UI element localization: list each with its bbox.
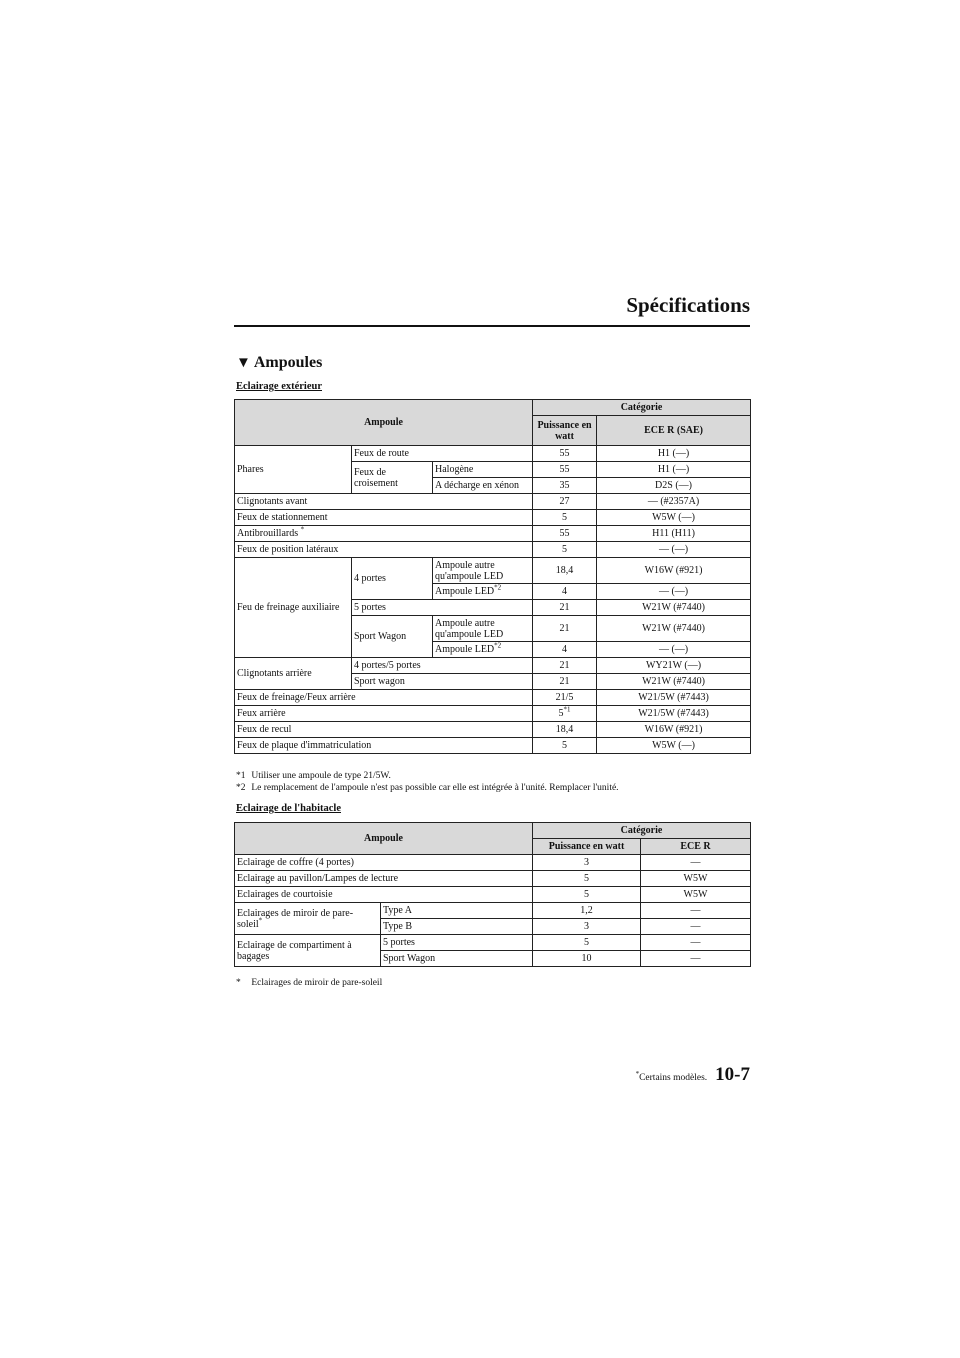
cell-watt: 3	[533, 919, 641, 935]
page-number: 10-7	[715, 1064, 750, 1085]
table-header-row	[235, 400, 751, 416]
cell-label	[433, 642, 533, 658]
header-ece: ECE R (SAE)	[597, 416, 751, 446]
cell-watt: 10	[533, 951, 641, 967]
footnote-1	[236, 770, 391, 782]
cell-label: Eclairage de compartiment à bagages	[235, 935, 381, 967]
cell-ece: W5W	[641, 871, 751, 887]
table-row	[235, 871, 751, 887]
cell-ece: W5W	[641, 887, 751, 903]
cell-watt: 5	[533, 871, 641, 887]
cell-ece: — (—)	[597, 642, 751, 658]
cell-label: Clignotants avant	[235, 494, 533, 510]
page-footer	[600, 1064, 750, 1086]
cell-ece: W16W (#921)	[597, 558, 751, 584]
cell-label: 5 portes	[381, 935, 533, 951]
cell-frein-aux: Feu de freinage auxiliaire	[235, 558, 352, 658]
cell-watt: 55	[533, 526, 597, 542]
cell-watt: 21	[533, 600, 597, 616]
cell-label: Eclairages de courtoisie	[235, 887, 533, 903]
header-categorie: Catégorie	[533, 400, 751, 416]
cell-ece: W16W (#921)	[597, 722, 751, 738]
cell-ece: — (—)	[597, 542, 751, 558]
footnote-mark: *	[258, 916, 263, 925]
cell-watt: 55	[533, 446, 597, 462]
cell-watt: 18,4	[533, 722, 597, 738]
triangle-down-icon: ▼	[236, 355, 251, 371]
cell-label: 4 portes/5 portes	[352, 658, 533, 674]
footnote-text: Utiliser une ampoule de type 21/5W.	[251, 771, 391, 781]
cell-ece: —	[641, 951, 751, 967]
table-row	[235, 690, 751, 706]
table-row	[235, 526, 751, 542]
cell-ece: — (—)	[597, 584, 751, 600]
cell-watt: 5	[533, 935, 641, 951]
models-note-text: Certains modèles.	[639, 1073, 708, 1083]
cell-label	[235, 526, 533, 542]
cell-watt: 35	[533, 478, 597, 494]
footnote-mark: *2	[494, 583, 502, 592]
interior-subtitle: Eclairage de l'habitacle	[236, 803, 341, 814]
cell-ece: W21/5W (#7443)	[597, 706, 751, 722]
footnote-mark: *	[236, 978, 241, 988]
exterior-lighting-table	[234, 399, 751, 754]
cell-label: Feux de plaque d'immatriculation	[235, 738, 533, 754]
table-row	[235, 510, 751, 526]
table-row	[235, 855, 751, 871]
cell-watt	[533, 706, 597, 722]
footnote-text: Le remplacement de l'ampoule n'est pas possible car elle est intégrée à l'unité. Remplacer l'unité.	[251, 783, 619, 793]
footnote-mark: *2	[236, 783, 246, 793]
footnote-mark: *	[635, 1069, 640, 1078]
table-header-row	[235, 823, 751, 839]
cell-ece: —	[641, 935, 751, 951]
header-ampoule: Ampoule	[235, 823, 533, 855]
table-row	[235, 722, 751, 738]
cell-ece: W21W (#7440)	[597, 674, 751, 690]
models-note	[635, 1069, 708, 1083]
cell-label: 5 portes	[352, 600, 533, 616]
cell-label: Sport Wagon	[381, 951, 533, 967]
cell-watt: 21	[533, 658, 597, 674]
cell-watt: 21/5	[533, 690, 597, 706]
cell-watt: 1,2	[533, 903, 641, 919]
cell-label: Halogène	[433, 462, 533, 478]
cell-label: Feux de stationnement	[235, 510, 533, 526]
cell-text: 5	[558, 708, 564, 719]
cell-label: Feux de freinage/Feux arrière	[235, 690, 533, 706]
cell-ece: WY21W (—)	[597, 658, 751, 674]
table-row	[235, 738, 751, 754]
table-row	[235, 887, 751, 903]
cell-ece: —	[641, 919, 751, 935]
cell-label: Type B	[381, 919, 533, 935]
table-row	[235, 706, 751, 722]
footnote-mark: *	[300, 525, 305, 534]
cell-watt: 5	[533, 738, 597, 754]
cell-label: Feux de route	[352, 446, 533, 462]
page-title: Spécifications	[626, 293, 750, 317]
cell-ece: H1 (—)	[597, 446, 751, 462]
cell-label: A décharge en xénon	[433, 478, 533, 494]
section-title: Ampoules	[253, 354, 323, 371]
cell-label: Sport Wagon	[352, 616, 433, 658]
title-rule	[234, 325, 750, 327]
cell-label: Feux de croisement	[352, 462, 433, 494]
cell-watt: 55	[533, 462, 597, 478]
cell-label: Feux arrière	[235, 706, 533, 722]
cell-ece: W5W (—)	[597, 510, 751, 526]
cell-watt: 5	[533, 542, 597, 558]
footnote-interior	[236, 977, 382, 989]
cell-watt: 18,4	[533, 558, 597, 584]
table-row	[235, 935, 751, 951]
footnote-mark: *1	[563, 705, 571, 714]
cell-text: Ampoule LED	[435, 586, 495, 597]
header-categorie: Catégorie	[533, 823, 751, 839]
section-heading	[236, 354, 322, 372]
cell-watt: 4	[533, 642, 597, 658]
cell-ece: — (#2357A)	[597, 494, 751, 510]
footnote-mark: *2	[494, 641, 502, 650]
cell-watt: 4	[533, 584, 597, 600]
cell-label: Clignotants arrière	[235, 658, 352, 690]
footnote-mark: *1	[236, 771, 246, 781]
cell-label: 4 portes	[352, 558, 433, 600]
cell-ece: H11 (H11)	[597, 526, 751, 542]
cell-ece: W21W (#7440)	[597, 616, 751, 642]
cell-text: Eclairages de miroir de pare-soleil	[237, 907, 354, 930]
table-row	[235, 494, 751, 510]
cell-label: Ampoule autre qu'ampoule LED	[433, 558, 533, 584]
cell-ece: H1 (—)	[597, 462, 751, 478]
interior-lighting-table	[234, 822, 751, 967]
table-row	[235, 446, 751, 462]
cell-label	[433, 584, 533, 600]
cell-phares: Phares	[235, 446, 352, 494]
header-ampoule: Ampoule	[235, 400, 533, 446]
cell-watt: 27	[533, 494, 597, 510]
header-ece: ECE R	[641, 839, 751, 855]
cell-label: Eclairage au pavillon/Lampes de lecture	[235, 871, 533, 887]
exterior-subtitle: Eclairage extérieur	[236, 381, 322, 392]
cell-ece: W5W (—)	[597, 738, 751, 754]
cell-text: Ampoule LED	[435, 644, 495, 655]
table-row	[235, 903, 751, 919]
cell-label: Eclairage de coffre (4 portes)	[235, 855, 533, 871]
cell-watt: 5	[533, 510, 597, 526]
cell-label: Feux de position latéraux	[235, 542, 533, 558]
cell-label: Type A	[381, 903, 533, 919]
cell-watt: 5	[533, 887, 641, 903]
cell-label	[235, 903, 381, 935]
cell-text: Antibrouillards	[237, 528, 299, 539]
header-puissance: Puissance en watt	[533, 416, 597, 446]
cell-watt: 21	[533, 674, 597, 690]
cell-label: Sport wagon	[352, 674, 533, 690]
table-row	[235, 658, 751, 674]
cell-watt: 21	[533, 616, 597, 642]
footnote-2	[236, 782, 619, 794]
cell-ece: —	[641, 855, 751, 871]
table-row	[235, 542, 751, 558]
cell-ece: W21/5W (#7443)	[597, 690, 751, 706]
cell-label: Ampoule autre qu'ampoule LED	[433, 616, 533, 642]
cell-ece: —	[641, 903, 751, 919]
header-puissance: Puissance en watt	[533, 839, 641, 855]
footnote-text: Eclairages de miroir de pare-soleil	[251, 978, 383, 988]
cell-label: Feux de recul	[235, 722, 533, 738]
cell-ece: D2S (—)	[597, 478, 751, 494]
cell-watt: 3	[533, 855, 641, 871]
cell-ece: W21W (#7440)	[597, 600, 751, 616]
table-row	[235, 558, 751, 584]
